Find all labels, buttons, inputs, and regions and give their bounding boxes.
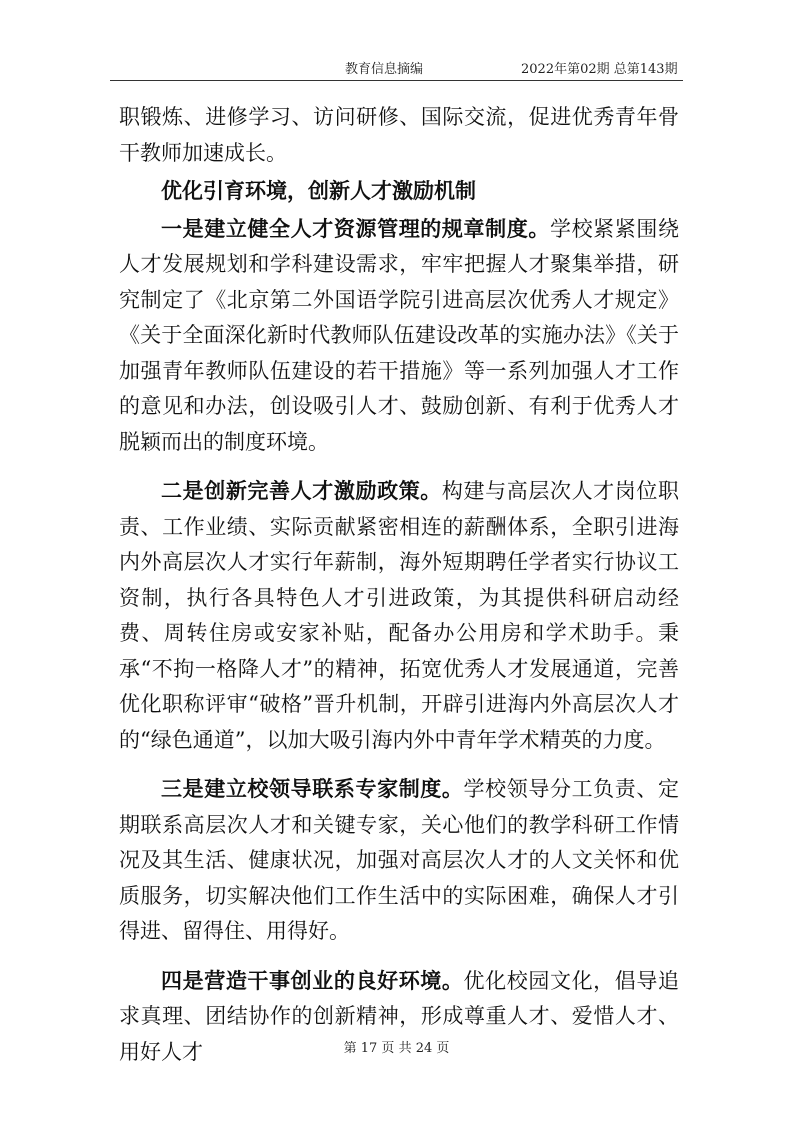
continued-paragraph: 职锻炼、进修学习、访问研修、国际交流，促进优秀青年骨干教师加速成长。 [119,105,679,165]
paragraph-2-text: 构建与高层次人才岗位职责、工作业绩、实际贡献紧密相连的薪酬体系，全职引进海内外高层次人才实行年薪制，海外短期聘任学者实行协议工资制，执行各具特色人才引进政策，为其提供科研启动经费、周转住房或安家补贴，配备办公用房和学术助手。秉承“不拘一格降人才”的精神，拓宽优秀人才发展通道，完善优化职称评审“破格”晋升机制，开辟引进海内外高层次人才的“绿色通道”，以加大吸引海内外中青年学术精英的力度。 [119,479,680,752]
header-divider [110,80,683,81]
paragraph-2 [119,473,679,758]
paragraph-3-text: 学校领导分工负责、定期联系高层次人才和关键专家，关心他们的教学科研工作情况及其生活、健康状况，加强对高层次人才的人文关怀和优质服务，切实解决他们工作生活中的实际困难，确保人才引得进、留得住、用得好。 [119,777,680,943]
paragraph-4-text: 优化校园文化，倡导追求真理、团结协作的创新精神，形成尊重人才、爱惜人才、用好人才 [119,968,680,1064]
paragraph-1 [119,211,679,461]
page-header [0,54,793,80]
paragraph-3 [119,771,679,950]
header-issue-number: 2022年第02期 总第143期 [521,62,678,77]
paragraph-2-lead: 二是创新完善人才激励政策。 [161,478,442,503]
paragraph-3-lead: 三是建立校领导联系专家制度。 [161,776,464,801]
paragraph-1-text: 学校紧紧围绕人才发展规划和学科建设需求，牢牢把握人才聚集举措，研究制定了《北京第二外国语学院引进高层次优秀人才规定》《关于全面深化新时代教师队伍建设改革的实施办法》《关于加强青年教师队伍建设的若干措施》等一系列加强人才工作的意见和办法，创设吸引人才、鼓励创新、有利于优秀人才脱颖而出的制度环境。 [119,216,680,454]
section-heading: 优化引育环境，创新人才激励机制 [161,178,476,203]
page-footer [0,1037,793,1056]
document-body [119,100,679,1070]
page-number-label: 第 17 页 共 24 页 [343,1041,450,1056]
paragraph-1-lead: 一是建立健全人才资源管理的规章制度。 [161,215,550,241]
paragraph-4-lead: 四是营造干事创业的良好环境。 [161,967,464,993]
header-publication-title: 教育信息摘编 [345,62,424,77]
